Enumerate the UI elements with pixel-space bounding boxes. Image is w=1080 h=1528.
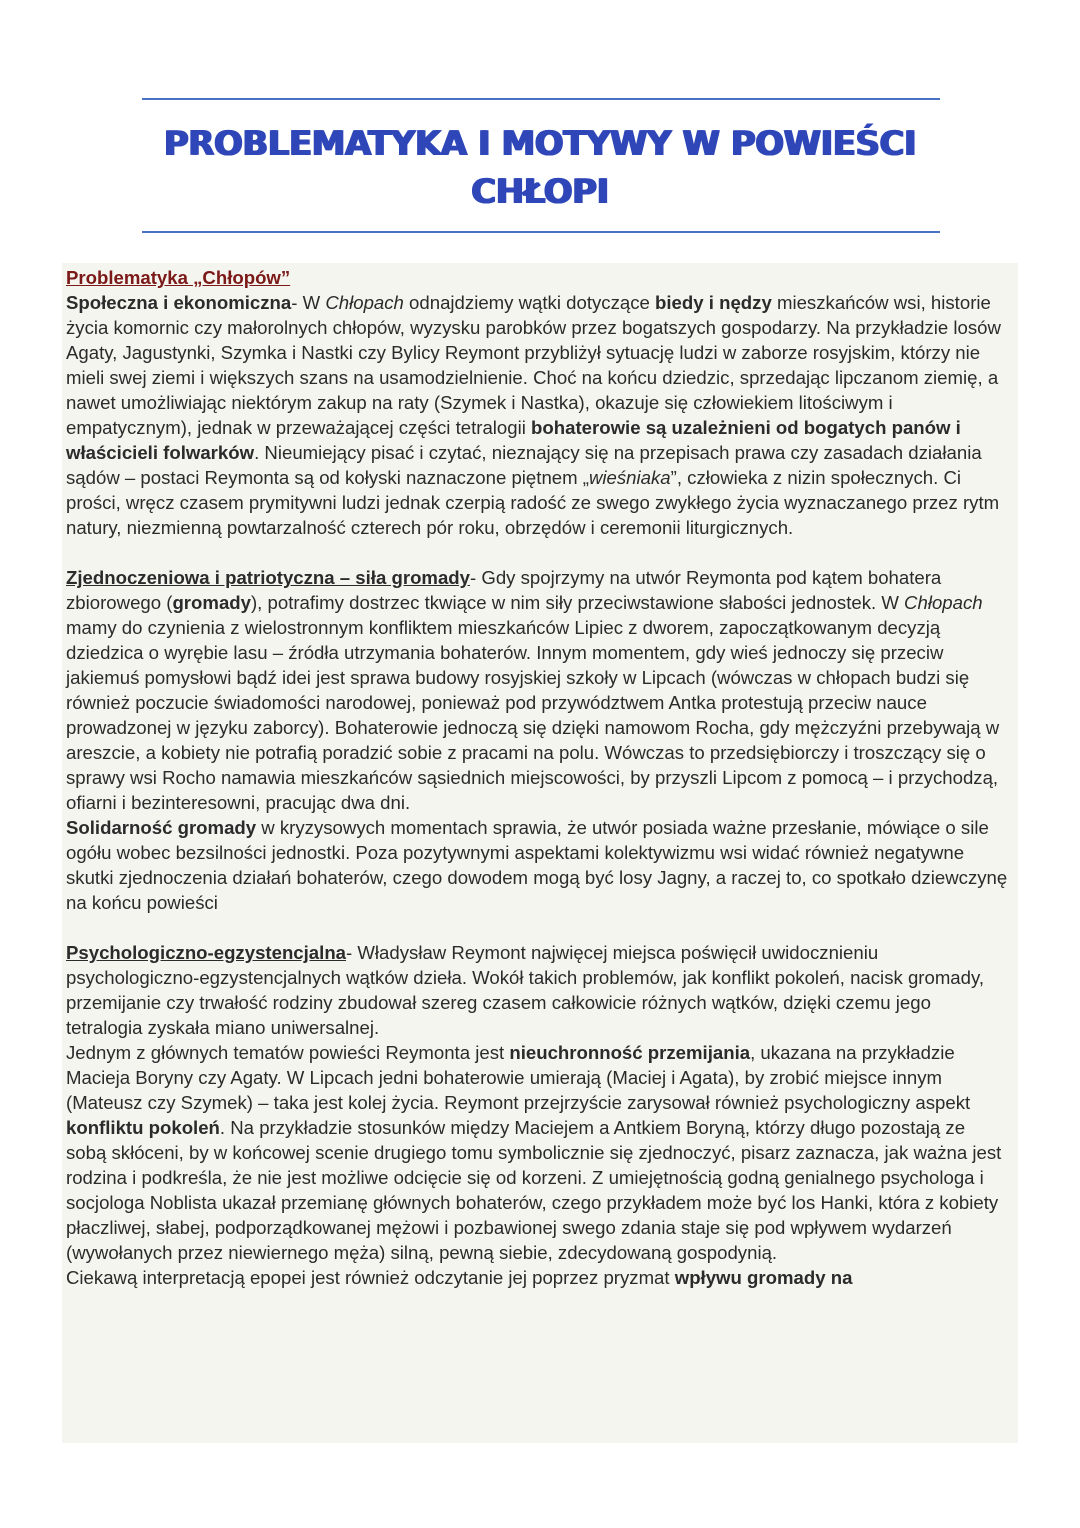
text: odnajdziemy wątki dotyczące	[403, 292, 656, 313]
section-title: Zjednoczeniowa i patriotyczna – siła gromady	[66, 567, 470, 588]
italic-text: Chłopach	[904, 592, 983, 613]
section-unity-patriotic	[66, 565, 1010, 815]
italic-text: Chłopach	[325, 292, 404, 313]
text: Ciekawą interpretacją epopei jest również odczytanie jej poprzez pryzmat	[66, 1267, 675, 1288]
text: , ukazana na przykładzie Macieja Boryny czy Agaty. W Lipcach jedni bohaterowie umierają (Maciej i Agata), by zrobić miejsce innym (Mateusz czy Szymek) – taka jest kolej życia. Reymont przejrzyście zarysował również psychologiczny aspekt	[66, 1042, 971, 1113]
bold-text: gromady	[172, 592, 251, 613]
page-title-line-2: CHŁOPI	[471, 172, 609, 212]
bold-text: bohaterowie są uzależnieni od bogatych panów i właścicieli folwarków	[66, 417, 961, 463]
text: ”, człowieka z nizin społecznych. Ci prości, wręcz czasem prymitywni ludzi jednak czerpią radość ze swego zwykłego życia wyznaczanego przez rytm natury, niezmienną powtarzalność czterech pór roku, obrzędów i ceremonii liturgicznych.	[66, 467, 1000, 538]
section-psychological-interpretation	[66, 1265, 1010, 1290]
text: Jednym z głównych tematów powieści Reymonta jest	[66, 1042, 510, 1063]
text: - Władysław Reymont najwięcej miejsca poświęcił uwidocznieniu psychologiczno-egzystencjalnych wątków dzieła. Wokół takich problemów, jak konflikt pokoleń, nacisk gromady, przemijanie czy trwałość rodziny zbudował szereg czasem całkowicie różnych wątków, dzięki czemu jego tetralogia zyskała miano uniwersalnej.	[66, 942, 985, 1038]
section-unity-solidarity	[66, 815, 1010, 915]
text: - Gdy spojrzymy na utwór Reymonta pod kątem bohatera zbiorowego (	[66, 567, 942, 613]
section-social-economic	[66, 290, 1010, 540]
bold-text: konfliktu pokoleń	[66, 1117, 220, 1138]
title-bottom-rule	[142, 231, 940, 233]
bold-text: nieuchronność przemijania	[509, 1042, 751, 1063]
section-title: Psychologiczno-egzystencjalna	[66, 942, 347, 963]
bold-text: biedy i nędzy	[655, 292, 772, 313]
text: mieszkańców wsi, historie życia komornic czy małorolnych chłopów, wyzysku parobków przez bogatszych gospodarzy. Na przykładzie losów Agaty, Jagustynki, Szymka i Nastki czy Bylicy Reymont przybliżył sytuację ludzi w zaborze rosyjskim, którzy nie mieli swej ziemi i większych szans na usamodzielnienie. Choć na końcu dziedzic, sprzedając lipczanom ziemię, a nawet umożliwiając niektórym zakup na raty (Szymek i Nastka), okazuje się człowiekiem litościwym i empatycznym), jednak w przeważającej części tetralogii	[66, 292, 1001, 438]
section-heading	[66, 265, 1010, 290]
heading-text: Problematyka „Chłopów”	[66, 267, 291, 288]
text: - W	[291, 292, 326, 313]
text: . Na przykładzie stosunków między Maciejem a Antkiem Boryną, którzy długo pozostają ze sobą skłóceni, by w końcowej scenie drugiego tomu symbolicznie się zjednoczyć, pisarz zaznacza, jak ważna jest rodzina i podkreśla, że nie jest możliwe odcięcie się od korzeni. Z umiejętnością godną genialnego psychologa i socjologa Noblista ukazał przemianę głównych bohaterów, czego przykładem może być los Hanki, która z kobiety płaczliwej, słabej, podporządkowanej mężowi i pozbawionej swego zdania staje się pod wpływem wydarzeń (wywołanych przez niewiernego męża) silną, pewną siebie, zdecydowaną gospodynią.	[66, 1117, 1002, 1263]
title-top-rule	[142, 98, 940, 100]
bold-text: Solidarność gromady	[66, 817, 257, 838]
text: ), potrafimy dostrzec tkwiące w nim siły przeciwstawione słabości jednostek. W	[250, 592, 905, 613]
text: w kryzysowych momentach sprawia, że utwór posiada ważne przesłanie, mówiące o sile ogółu wobec bezsilności jednostki. Poza pozytywnymi aspektami kolektywizmu wsi widać również negatywne skutki zjednoczenia działań bohaterów, czego dowodem mogą być losy Jagny, a raczej to, co spotkało dziewczynę na końcu powieści	[66, 817, 1008, 913]
italic-text: wieśniaka	[588, 467, 671, 488]
text: . Nieumiejący pisać i czytać, nieznający się na przepisach prawa czy zasadach działania sądów – postaci Reymonta są od kołyski naznaczone piętnem „	[66, 442, 982, 488]
bold-text: wpływu gromady na	[674, 1267, 853, 1288]
page-title-line-1: PROBLEMATYKA I MOTYWY W POWIEŚCI	[163, 124, 917, 164]
section-title: Społeczna i ekonomiczna	[66, 292, 292, 313]
content-area	[62, 263, 1018, 1443]
text: mamy do czynienia z wielostronnym konfliktem mieszkańców Lipiec z dworem, zapoczątkowanym decyzją dziedzica o wyrębie lasu – źródła utrzymania bohaterów. Innym momentem, gdy wieś jednoczy się przeciw jakiemuś pomysłowi bądź idei jest sprawa budowy rosyjskiej szkoły w Lipcach (wówczas w chłopach budzi się również poczucie świadomości narodowej, ponieważ pod przywództwem Antka protestują przeciw nauce prowadzonej w języku zaborcy). Bohaterowie jednoczą się dzięki namowom Rocha, gdy mężczyźni przebywają w areszcie, a kobiety nie potrafią poradzić sobie z pracami na polu. Wówczas to przedsiębiorczy i troszczący się o sprawy wsi Rocho namawia mieszkańców sąsiednich miejscowości, by przyszli Lipcom z pomocą – i przychodzą, ofiarni i bezinteresowni, pracując dwa dni.	[66, 617, 1000, 813]
section-psychological	[66, 940, 1010, 1040]
page-title	[100, 120, 980, 216]
section-psychological-transience	[66, 1040, 1010, 1265]
